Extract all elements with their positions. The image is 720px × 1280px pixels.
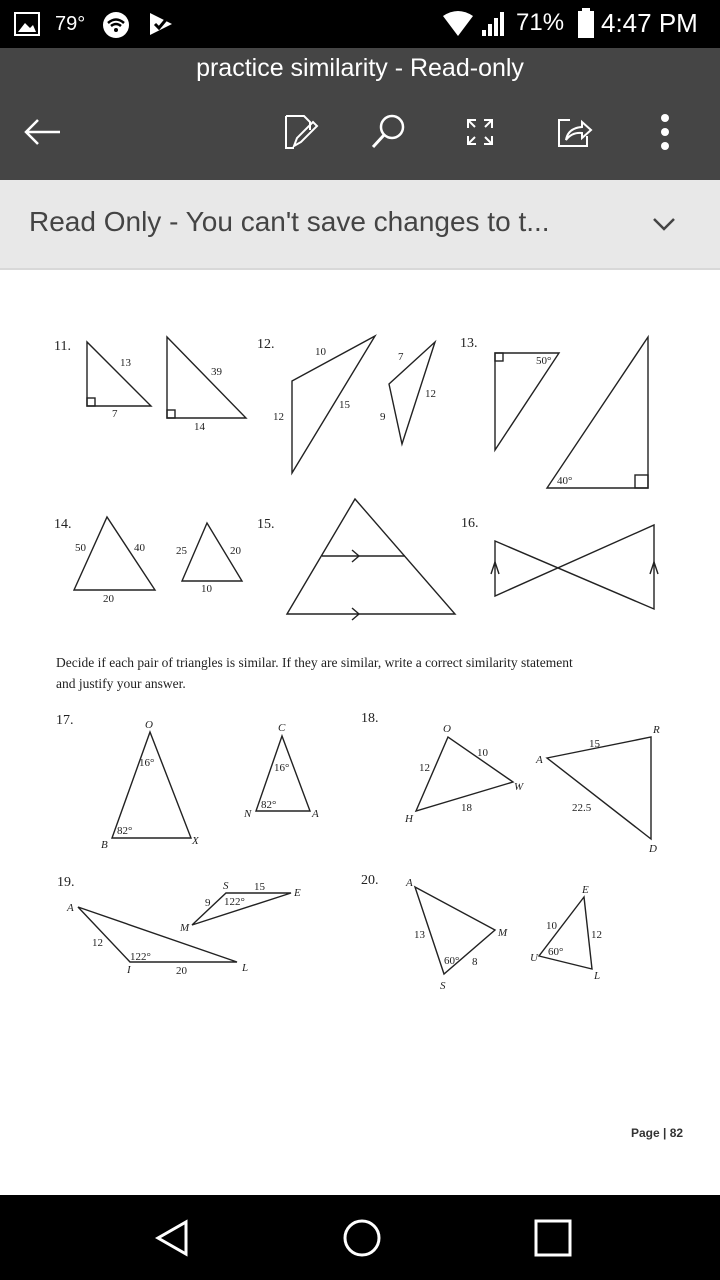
triangle: [78, 907, 237, 962]
vertex-label: L: [242, 962, 249, 974]
battery-icon: [577, 8, 595, 38]
vertex-label: U: [530, 952, 538, 964]
share-button[interactable]: [550, 108, 598, 156]
square-recents-icon: [533, 1218, 573, 1258]
side-label: 12: [419, 762, 430, 774]
problem-number: 11.: [54, 339, 71, 354]
chevron-down-icon[interactable]: [650, 210, 678, 238]
side-label: 8: [472, 956, 478, 968]
vertex-label: D: [649, 843, 657, 855]
angle-label: 16°: [139, 757, 155, 769]
angle-label: 82°: [261, 799, 277, 811]
status-bar: [0, 0, 720, 48]
vertex-label: E: [582, 884, 589, 896]
side-label: 13: [414, 929, 425, 941]
read-only-banner[interactable]: [0, 180, 720, 270]
vertex-label: C: [278, 722, 286, 734]
vertex-label: M: [180, 922, 190, 934]
more-vertical-icon: [659, 112, 671, 152]
triangle: [416, 737, 513, 811]
side-label: 13: [120, 357, 131, 369]
side-label: 12: [92, 937, 103, 949]
triangle-with-parallel-line: [287, 499, 455, 620]
side-label: 12: [591, 929, 602, 941]
vertex-label: B: [101, 839, 108, 851]
triangle: [87, 342, 151, 406]
vertex-label: R: [653, 724, 660, 736]
vertex-label: A: [67, 902, 74, 914]
side-label: 20: [103, 593, 114, 605]
vertex-label: O: [443, 723, 451, 735]
side-label: 15: [254, 881, 265, 893]
wifi-icon: [442, 10, 474, 38]
triangle: [539, 897, 592, 969]
angle-label: 82°: [117, 825, 133, 837]
gallery-icon: [14, 12, 40, 36]
vertex-label: X: [192, 835, 199, 847]
vertex-label: S: [440, 980, 446, 992]
triangle: [292, 336, 375, 473]
side-label: 18: [461, 802, 472, 814]
battery-percent: 71%: [516, 9, 565, 36]
vertex-label: A: [406, 877, 413, 889]
app-bar: [0, 48, 720, 180]
vertex-label: O: [145, 719, 153, 731]
problem-number: 19.: [57, 875, 75, 890]
side-label: 10: [546, 920, 557, 932]
angle-label: 16°: [274, 762, 290, 774]
nav-recents-button[interactable]: [528, 1213, 578, 1263]
instructions-line-1: Decide if each pair of triangles is similar. If they are similar, write a correct similarity statement: [56, 655, 573, 670]
nav-home-button[interactable]: [337, 1213, 387, 1263]
vertex-label: W: [514, 781, 524, 793]
side-label: 14: [194, 421, 205, 433]
vertex-label: A: [312, 808, 319, 820]
more-options-button[interactable]: [641, 108, 689, 156]
edit-button[interactable]: [276, 108, 324, 156]
problem-number: 15.: [257, 517, 275, 532]
angle-label: 50°: [536, 355, 552, 367]
side-label: 25: [176, 545, 187, 557]
side-label: 22.5: [572, 802, 592, 814]
problem-number: 13.: [460, 336, 478, 351]
side-label: 50: [75, 542, 86, 554]
instructions-line-2: and justify your answer.: [56, 676, 186, 691]
triangle: [112, 732, 191, 838]
triangle: [495, 353, 559, 450]
triangle-back-icon: [152, 1218, 192, 1258]
triangle: [547, 737, 651, 839]
navigation-bar: [0, 1195, 720, 1280]
page-number: Page | 82: [631, 1126, 684, 1140]
edit-icon: [280, 112, 320, 152]
side-label: 12: [425, 388, 436, 400]
signal-icon: [480, 8, 510, 38]
side-label: 15: [589, 738, 600, 750]
vertex-label: S: [223, 880, 229, 892]
share-icon: [554, 112, 594, 152]
search-button[interactable]: [364, 108, 412, 156]
side-label: 15: [339, 399, 350, 411]
problem-number: 12.: [257, 337, 275, 352]
download-check-icon: [147, 10, 175, 38]
side-label: 10: [315, 346, 326, 358]
expand-icon: [460, 112, 500, 152]
document-title: practice similarity - Read-only: [196, 54, 524, 82]
side-label: 40: [134, 542, 145, 554]
temperature: 79°: [55, 13, 86, 35]
vertex-label: M: [498, 927, 508, 939]
document-page: [0, 270, 720, 1195]
angle-label: 60°: [444, 955, 460, 967]
vertex-label: N: [244, 808, 252, 820]
vertex-label: L: [594, 970, 601, 982]
triangle: [547, 337, 648, 488]
angle-label: 122°: [224, 896, 245, 908]
side-label: 10: [477, 747, 488, 759]
circle-home-icon: [341, 1217, 383, 1259]
side-label: 7: [398, 351, 404, 363]
vertex-label: E: [294, 887, 301, 899]
problem-number: 16.: [461, 516, 479, 531]
side-label: 10: [201, 583, 212, 595]
back-arrow-icon: [22, 117, 62, 147]
side-label: 20: [176, 965, 187, 977]
vertex-label: H: [405, 813, 413, 825]
search-icon: [368, 112, 408, 152]
side-label: 7: [112, 408, 118, 420]
nav-back-button[interactable]: [147, 1213, 197, 1263]
side-label: 12: [273, 411, 284, 423]
back-button[interactable]: [18, 108, 66, 156]
angle-label: 40°: [557, 475, 573, 487]
side-label: 9: [380, 411, 386, 423]
side-label: 20: [230, 545, 241, 557]
angle-label: 122°: [130, 951, 151, 963]
fullscreen-button[interactable]: [456, 108, 504, 156]
vertex-label: I: [127, 964, 131, 976]
problem-number: 18.: [361, 711, 379, 726]
clock: 4:47 PM: [601, 8, 698, 38]
problem-number: 17.: [56, 713, 74, 728]
bowtie-triangles: [491, 525, 658, 609]
problem-number: 20.: [361, 873, 379, 888]
wifi-calling-icon: [101, 10, 131, 40]
vertex-label: A: [536, 754, 543, 766]
problem-number: 14.: [54, 517, 72, 532]
side-label: 39: [211, 366, 222, 378]
read-only-message: Read Only - You can't save changes to t...: [29, 206, 550, 237]
angle-label: 60°: [548, 946, 564, 958]
side-label: 9: [205, 897, 211, 909]
triangle: [167, 337, 246, 418]
